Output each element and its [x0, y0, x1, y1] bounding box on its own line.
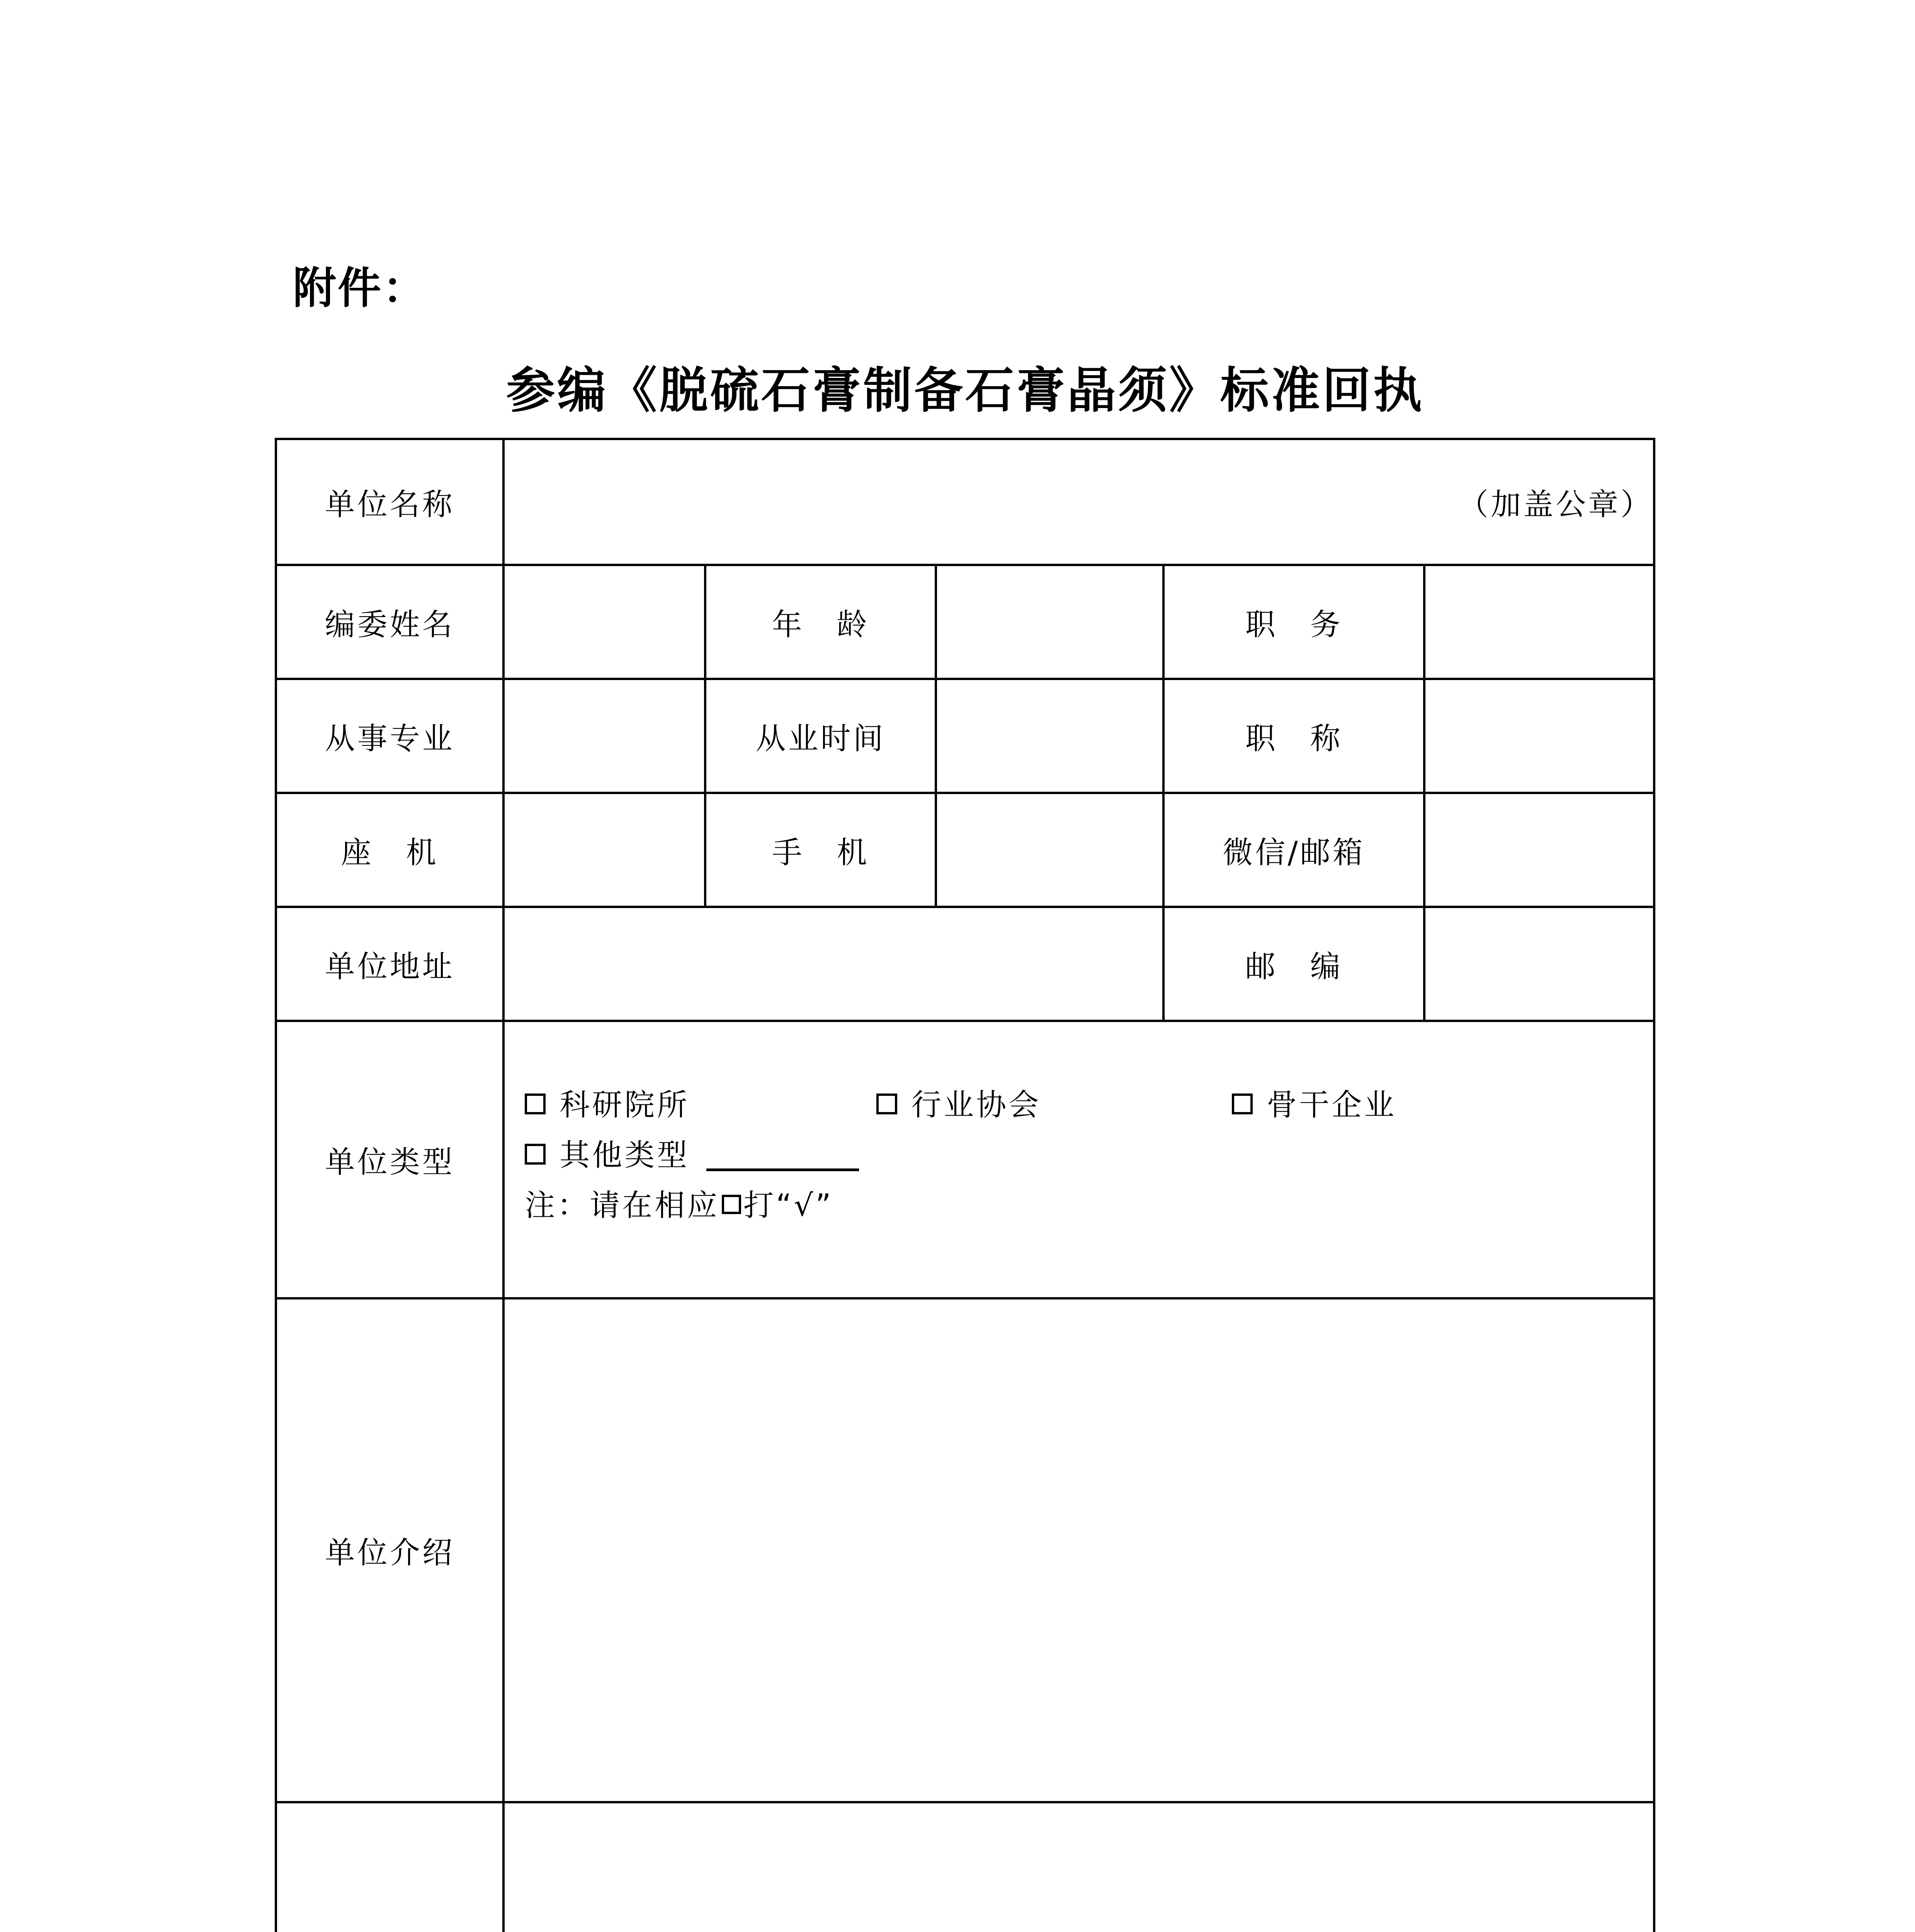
checkbox-icon[interactable]	[1232, 1094, 1253, 1114]
option-industry-association[interactable]: 行业协会	[876, 1080, 1041, 1130]
option-other-type[interactable]: 其他类型	[525, 1130, 859, 1180]
work-years-field[interactable]	[936, 679, 1163, 793]
address-field[interactable]	[503, 907, 1163, 1021]
checkbox-icon[interactable]	[525, 1144, 546, 1165]
mobile-field[interactable]	[936, 793, 1163, 907]
editor-name-field[interactable]	[503, 565, 705, 679]
editor-name-label: 编委姓名	[276, 565, 503, 679]
position-field[interactable]	[1424, 565, 1654, 679]
checkbox-icon	[722, 1195, 741, 1214]
unit-type-cell	[503, 1021, 1654, 1298]
wechat-email-field[interactable]	[1424, 793, 1654, 907]
landline-label: 座 机	[276, 793, 503, 907]
unit-type-note: 注：请在相应 打“√”	[525, 1188, 833, 1223]
postcode-label: 邮 编	[1163, 907, 1424, 1021]
attachment-label: 附件：	[293, 263, 427, 313]
landline-field[interactable]	[503, 793, 705, 907]
title-rank-label: 职 称	[1163, 679, 1424, 793]
title-rank-field[interactable]	[1424, 679, 1654, 793]
receipt-form-table	[275, 438, 1655, 1932]
address-label: 单位地址	[276, 907, 503, 1021]
unit-name-label: 单位名称	[276, 439, 503, 565]
specialty-label: 从事专业	[276, 679, 503, 793]
position-label: 职 务	[1163, 565, 1424, 679]
age-field[interactable]	[936, 565, 1163, 679]
checkbox-icon[interactable]	[525, 1094, 546, 1114]
achievements-field[interactable]	[503, 1802, 1654, 1932]
unit-name-field[interactable]	[503, 439, 1654, 565]
seal-note: （加盖公章）	[1458, 487, 1653, 522]
unit-type-label: 单位类型	[276, 1021, 503, 1298]
mobile-label: 手 机	[705, 793, 936, 907]
postcode-field[interactable]	[1424, 907, 1654, 1021]
achievements-label	[276, 1802, 503, 1932]
other-type-blank[interactable]	[706, 1165, 859, 1171]
form-title: 参编《脱硫石膏制备石膏晶须》标准回执	[506, 362, 1424, 419]
specialty-field[interactable]	[503, 679, 705, 793]
checkbox-icon[interactable]	[876, 1094, 897, 1114]
option-key-enterprise[interactable]: 骨干企业	[1232, 1080, 1396, 1130]
unit-intro-label: 单位介绍	[276, 1298, 503, 1802]
age-label: 年 龄	[705, 565, 936, 679]
unit-intro-field[interactable]	[503, 1298, 1654, 1802]
work-years-label: 从业时间	[705, 679, 936, 793]
wechat-email-label: 微信/邮箱	[1163, 793, 1424, 907]
option-research-institute[interactable]: 科研院所	[525, 1080, 689, 1130]
